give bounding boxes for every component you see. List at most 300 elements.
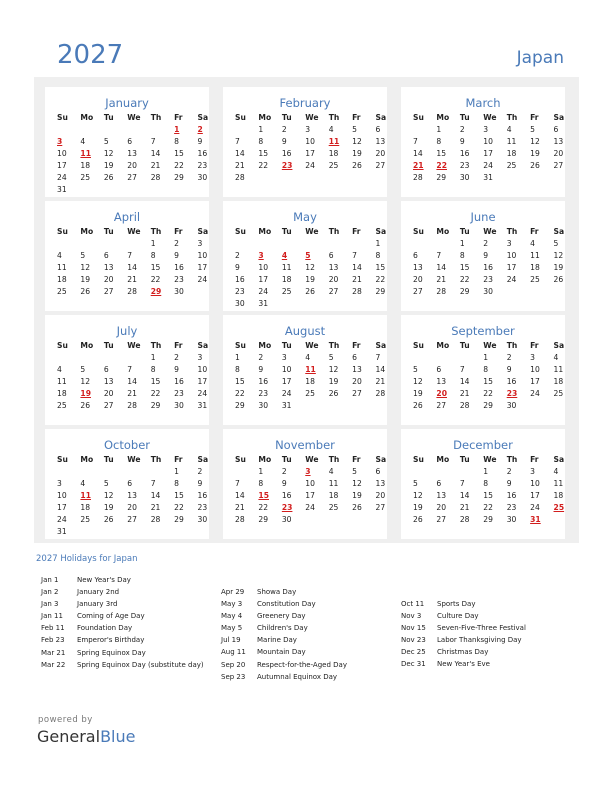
day-cell: 6	[328, 251, 334, 260]
day-cell: 9	[281, 479, 287, 488]
holiday-day-cell: 25	[553, 503, 565, 512]
day-cell: 14	[235, 491, 245, 500]
weekday-label: Mo	[258, 455, 272, 464]
day-cell: 24	[483, 161, 493, 170]
day-cell: 7	[235, 137, 240, 146]
day-cell: 30	[506, 401, 517, 410]
day-cell	[376, 514, 399, 526]
day-cell	[80, 124, 103, 136]
day-cell: 27	[127, 515, 137, 524]
weekday-label: Fr	[530, 227, 539, 236]
day-cell: 6	[553, 125, 559, 134]
week-row	[235, 172, 399, 184]
day-cell: 13	[436, 377, 447, 386]
day-cell: 10	[506, 251, 517, 260]
week-row	[235, 388, 399, 400]
day-cell: 25	[328, 161, 339, 170]
day-cell	[305, 514, 328, 526]
weekday-label: We	[483, 455, 497, 464]
day-cell: 4	[80, 479, 86, 488]
day-cell: 21	[459, 389, 470, 398]
day-cell: 27	[328, 287, 339, 296]
day-cell: 19	[103, 161, 114, 170]
day-cell: 16	[258, 377, 269, 386]
day-cell: 10	[57, 491, 67, 500]
holiday-name: Seven-Five-Three Festival	[437, 624, 526, 633]
weekday-label: We	[483, 113, 497, 122]
holiday-day-cell: 19	[80, 389, 91, 398]
day-cell: 14	[127, 263, 137, 272]
day-cell: 25	[57, 287, 67, 296]
holiday-item	[221, 646, 347, 658]
week-row	[235, 274, 399, 286]
day-cell: 29	[483, 401, 493, 410]
week-row	[413, 388, 577, 400]
brand-logo[interactable]	[37, 727, 135, 746]
day-cell: 4	[80, 137, 86, 146]
week-row	[413, 262, 577, 274]
day-cell: 6	[436, 365, 442, 374]
day-cell: 8	[174, 479, 179, 488]
weekday-label: Tu	[103, 227, 114, 236]
day-cell	[104, 466, 127, 478]
day-cell: 1	[258, 467, 264, 476]
day-cell	[554, 286, 577, 298]
day-cell: 26	[328, 389, 339, 398]
day-cell: 14	[150, 491, 161, 500]
day-cell: 20	[553, 149, 564, 158]
weekday-label: Fr	[530, 113, 539, 122]
holiday-date: Dec 31	[401, 660, 426, 669]
holiday-date: Aug 11	[221, 648, 246, 657]
holiday-day-cell: 5	[305, 251, 311, 260]
day-cell	[329, 172, 352, 184]
holiday-day-cell: 21	[413, 161, 424, 170]
day-cell: 28	[459, 515, 470, 524]
day-cell: 6	[413, 251, 418, 260]
day-cell	[151, 124, 174, 136]
holiday-item	[221, 671, 347, 683]
day-cell: 23	[506, 503, 517, 512]
day-cell: 29	[258, 515, 269, 524]
day-cell: 13	[127, 491, 137, 500]
weekday-label: Tu	[103, 455, 114, 464]
day-cell: 6	[436, 479, 442, 488]
day-cell	[258, 238, 281, 250]
holiday-item	[221, 598, 347, 610]
day-cell	[57, 352, 80, 364]
day-cell: 23	[483, 275, 493, 284]
day-cell: 2	[235, 251, 240, 260]
day-cell: 16	[483, 263, 493, 272]
day-cell: 3	[506, 239, 512, 248]
weekday-label: We	[305, 113, 319, 122]
day-cell: 2	[506, 467, 512, 476]
holiday-name: New Year's Eve	[437, 660, 490, 669]
day-cell	[413, 238, 436, 250]
day-cell: 17	[530, 377, 540, 386]
day-cell: 21	[150, 161, 161, 170]
day-cell: 3	[281, 353, 287, 362]
day-cell: 7	[150, 479, 156, 488]
day-cell	[507, 172, 530, 184]
day-cell: 28	[375, 389, 386, 398]
day-cell: 27	[436, 401, 447, 410]
day-cell: 4	[57, 251, 62, 260]
holiday-name: Culture Day	[437, 612, 479, 621]
weekday-label: Tu	[103, 341, 114, 350]
day-cell: 17	[197, 377, 208, 386]
holiday-date: Jul 19	[221, 636, 241, 645]
day-cell: 30	[258, 401, 269, 410]
day-cell: 20	[127, 161, 137, 170]
day-cell: 16	[235, 275, 245, 284]
day-cell: 27	[436, 515, 447, 524]
day-cell: 15	[258, 149, 269, 158]
week-row	[235, 286, 399, 298]
day-cell	[530, 172, 553, 184]
day-cell	[413, 124, 436, 136]
weekday-header	[413, 112, 577, 124]
day-cell: 2	[506, 353, 512, 362]
day-cell: 10	[197, 365, 208, 374]
month-title: September	[451, 324, 515, 338]
holiday-item	[401, 622, 526, 634]
holiday-name: Christmas Day	[437, 648, 489, 657]
day-cell: 6	[375, 125, 381, 134]
day-cell: 17	[483, 149, 493, 158]
day-cell: 10	[281, 365, 292, 374]
holiday-date: Nov 15	[401, 624, 426, 633]
day-cell: 25	[305, 389, 315, 398]
day-cell	[413, 466, 436, 478]
month-october	[45, 429, 209, 539]
holiday-item	[221, 622, 347, 634]
day-cell	[127, 238, 150, 250]
weekday-header	[57, 454, 221, 466]
day-cell: 25	[57, 401, 67, 410]
day-cell: 29	[436, 173, 447, 182]
week-row	[235, 478, 399, 490]
day-cell: 20	[328, 275, 339, 284]
day-cell: 5	[352, 125, 357, 134]
day-cell	[80, 238, 103, 250]
month-title: November	[275, 438, 335, 452]
week-row	[57, 352, 221, 364]
day-cell: 14	[352, 263, 362, 272]
weekday-header	[57, 112, 221, 124]
day-cell	[151, 526, 174, 538]
day-cell: 4	[328, 125, 334, 134]
weekday-label: Tu	[459, 227, 470, 236]
week-row	[57, 274, 221, 286]
week-row	[413, 274, 577, 286]
day-cell: 11	[57, 263, 67, 272]
weekday-header	[235, 112, 399, 124]
day-cell	[80, 526, 103, 538]
day-cell: 12	[352, 479, 362, 488]
day-cell: 12	[305, 263, 315, 272]
week-row	[413, 238, 577, 250]
weekday-label: Fr	[174, 341, 183, 350]
day-cell: 2	[258, 353, 264, 362]
day-cell: 12	[553, 251, 564, 260]
day-cell	[376, 172, 399, 184]
week-row	[57, 490, 221, 502]
weekday-label: Sa	[553, 113, 565, 122]
day-cell	[80, 184, 103, 196]
day-cell	[352, 298, 375, 310]
day-cell: 11	[57, 377, 67, 386]
weekday-label: Tu	[459, 113, 470, 122]
day-cell: 21	[436, 275, 447, 284]
day-cell: 29	[375, 287, 386, 296]
day-cell	[127, 352, 150, 364]
week-row	[235, 514, 399, 526]
day-cell: 14	[459, 377, 470, 386]
holiday-day-cell: 29	[150, 287, 162, 296]
day-cell: 24	[197, 275, 208, 284]
holiday-item	[401, 610, 526, 622]
day-cell: 28	[235, 173, 245, 182]
day-cell: 26	[352, 161, 362, 170]
day-cell: 13	[375, 137, 386, 146]
week-row	[235, 502, 399, 514]
day-cell: 26	[305, 287, 315, 296]
day-cell: 24	[506, 275, 517, 284]
holiday-day-cell: 4	[281, 251, 288, 260]
weekday-label: Mo	[436, 227, 450, 236]
day-cell: 24	[530, 389, 540, 398]
weekday-label: Th	[150, 341, 162, 350]
day-cell: 29	[483, 515, 493, 524]
day-cell: 16	[281, 491, 292, 500]
weekday-label: Su	[57, 113, 68, 122]
day-cell: 20	[352, 377, 362, 386]
day-cell	[104, 526, 127, 538]
day-cell	[376, 298, 399, 310]
weekday-label: Tu	[459, 341, 470, 350]
day-cell: 13	[352, 365, 362, 374]
weekday-label: Mo	[80, 341, 94, 350]
day-cell: 21	[459, 503, 470, 512]
day-cell: 2	[281, 125, 287, 134]
day-cell	[554, 172, 577, 184]
holiday-item	[41, 586, 204, 598]
day-cell: 24	[281, 389, 292, 398]
day-cell	[329, 298, 352, 310]
day-cell: 4	[305, 353, 311, 362]
day-cell: 15	[174, 149, 184, 158]
day-cell: 16	[197, 491, 208, 500]
day-cell: 2	[174, 353, 179, 362]
weekday-label: Sa	[197, 455, 209, 464]
day-cell: 22	[483, 503, 493, 512]
day-cell: 22	[258, 161, 269, 170]
day-cell: 23	[258, 389, 269, 398]
day-cell: 18	[553, 377, 564, 386]
weekday-label: Th	[150, 113, 162, 122]
week-row	[57, 172, 221, 184]
week-row	[235, 238, 399, 250]
weekday-label: Th	[506, 227, 518, 236]
day-cell: 4	[530, 239, 535, 248]
weekday-label: Th	[506, 113, 518, 122]
day-cell: 31	[57, 527, 67, 536]
day-cell: 6	[103, 251, 109, 260]
day-cell: 1	[459, 239, 465, 248]
weekday-header	[413, 340, 577, 352]
day-cell	[57, 466, 80, 478]
weekday-header	[57, 340, 221, 352]
week-row	[57, 376, 221, 388]
week-row	[413, 490, 577, 502]
weekday-label: Sa	[197, 227, 209, 236]
month-february	[223, 87, 387, 197]
day-cell: 25	[80, 515, 91, 524]
day-cell: 14	[413, 149, 423, 158]
day-cell: 4	[506, 125, 512, 134]
day-cell: 21	[235, 161, 245, 170]
day-cell: 31	[197, 401, 208, 410]
holiday-item	[401, 634, 526, 646]
day-cell: 24	[57, 515, 67, 524]
day-cell: 8	[483, 479, 489, 488]
week-row	[235, 298, 399, 310]
day-cell: 28	[150, 173, 161, 182]
day-cell: 5	[413, 365, 418, 374]
week-row	[57, 502, 221, 514]
holidays-title: 2027 Holidays for Japan	[36, 554, 138, 564]
day-cell: 8	[459, 251, 465, 260]
week-row	[235, 352, 399, 364]
day-cell: 18	[506, 149, 517, 158]
holiday-date: Nov 23	[401, 636, 426, 645]
day-cell	[282, 172, 305, 184]
day-cell: 9	[483, 251, 489, 260]
day-cell: 15	[436, 149, 447, 158]
week-row	[57, 250, 221, 262]
holiday-date: Sep 23	[221, 672, 246, 681]
weekday-label: We	[127, 113, 141, 122]
day-cell: 27	[352, 389, 362, 398]
weekday-label: Tu	[281, 113, 292, 122]
day-cell: 7	[235, 479, 240, 488]
day-cell: 25	[530, 275, 540, 284]
day-cell: 30	[174, 287, 184, 296]
day-cell	[104, 352, 127, 364]
day-cell	[329, 514, 352, 526]
day-cell: 24	[530, 503, 540, 512]
weekday-label: Fr	[352, 341, 361, 350]
day-cell: 18	[80, 161, 91, 170]
day-cell: 11	[530, 251, 540, 260]
day-cell: 9	[506, 479, 512, 488]
day-cell: 10	[305, 137, 315, 146]
day-cell	[174, 526, 197, 538]
day-cell: 6	[375, 467, 381, 476]
day-cell: 10	[530, 479, 540, 488]
day-cell: 13	[413, 263, 423, 272]
day-cell	[127, 526, 150, 538]
day-cell: 27	[103, 401, 114, 410]
day-cell: 5	[103, 137, 109, 146]
week-row	[57, 388, 221, 400]
weekday-header	[57, 226, 221, 238]
day-cell	[282, 298, 305, 310]
holiday-name: Mountain Day	[257, 648, 306, 657]
day-cell: 13	[375, 479, 386, 488]
week-row	[57, 262, 221, 274]
day-cell: 5	[103, 479, 109, 488]
weekday-header	[413, 454, 577, 466]
day-cell: 17	[57, 503, 67, 512]
week-row	[235, 376, 399, 388]
day-cell: 3	[197, 353, 203, 362]
week-row	[235, 262, 399, 274]
weekday-label: Th	[328, 341, 340, 350]
holiday-name: Spring Equinox Day (substitute day)	[77, 660, 204, 669]
day-cell: 18	[328, 491, 339, 500]
day-cell: 31	[483, 173, 493, 182]
holiday-day-cell: 23	[506, 389, 518, 398]
day-cell	[127, 124, 150, 136]
holiday-item	[401, 646, 526, 658]
day-cell: 24	[305, 161, 315, 170]
day-cell: 26	[413, 401, 423, 410]
week-row	[413, 466, 577, 478]
weekday-label: Sa	[375, 341, 387, 350]
day-cell: 8	[235, 365, 240, 374]
day-cell: 27	[375, 161, 386, 170]
weekday-label: Th	[150, 227, 162, 236]
day-cell	[104, 124, 127, 136]
day-cell: 21	[235, 503, 245, 512]
day-cell	[57, 238, 80, 250]
day-cell: 14	[127, 377, 137, 386]
week-row	[235, 160, 399, 172]
day-cell: 13	[553, 137, 564, 146]
day-cell: 26	[413, 515, 423, 524]
day-cell: 10	[57, 149, 67, 158]
day-cell	[436, 466, 459, 478]
day-cell: 30	[197, 173, 208, 182]
day-cell: 8	[174, 137, 179, 146]
week-row	[235, 364, 399, 376]
day-cell: 15	[375, 263, 386, 272]
holiday-item	[41, 647, 204, 659]
day-cell: 11	[506, 137, 517, 146]
weekday-label: Su	[57, 341, 68, 350]
day-cell	[198, 286, 221, 298]
week-row	[413, 352, 577, 364]
day-cell	[554, 514, 577, 526]
week-row	[57, 478, 221, 490]
day-cell	[329, 400, 352, 412]
day-cell: 5	[530, 125, 535, 134]
weekday-label: Su	[57, 455, 68, 464]
month-april	[45, 201, 209, 311]
weekday-label: Mo	[80, 113, 94, 122]
day-cell: 28	[150, 515, 161, 524]
day-cell: 22	[258, 503, 269, 512]
day-cell	[530, 286, 553, 298]
weekday-label: Tu	[459, 455, 470, 464]
day-cell: 9	[506, 365, 512, 374]
day-cell: 12	[530, 137, 540, 146]
day-cell: 7	[459, 365, 465, 374]
day-cell: 9	[281, 137, 287, 146]
